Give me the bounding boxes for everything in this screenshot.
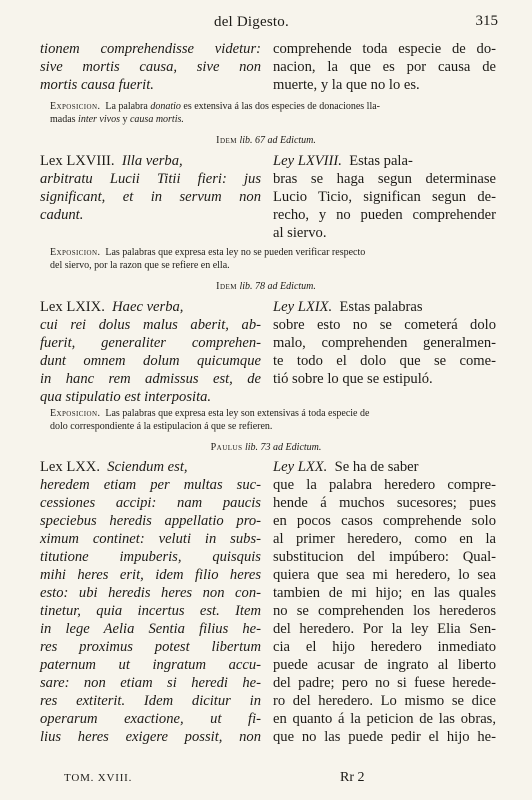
section-heading (0, 442, 532, 453)
section-author: Paulus (210, 442, 243, 453)
running-title: del Digesto. (214, 14, 289, 30)
spanish-column (273, 458, 496, 746)
latin-line: Sciendum est, (107, 459, 188, 475)
spanish-line: Se ha de saber (334, 459, 419, 475)
section-author: Idem (216, 281, 237, 292)
latin-line: ximum continet: veluti in subs- (40, 531, 261, 547)
spanish-line: tambien de mi hijo; en las quales (273, 585, 496, 601)
spanish-column (273, 152, 496, 242)
latin-column (40, 152, 261, 242)
latin-line: qua stipulatio est interposita. (40, 389, 212, 405)
spanish-line: al siervo. (273, 225, 327, 241)
section-reference: lib. 78 ad Edictum. (239, 281, 316, 292)
latin-line: titutione impuberis, quisquis (40, 549, 261, 565)
latin-line: cui rei dolus malus aberit, ab- (40, 317, 261, 333)
spanish-line: tió sobre lo que se estipuló. (273, 371, 433, 387)
spanish-line: que no las puede pedir el hijo he- (273, 729, 496, 745)
spanish-line: cia el hijo heredero inmediato (273, 639, 496, 655)
text-block-continuation (40, 40, 496, 94)
section-heading (0, 281, 532, 292)
latin-line: heredem etiam per multas suc- (40, 477, 261, 493)
latin-line: speciebus heredis appellatio pro- (40, 513, 261, 529)
note-text: es extensiva á las dos especies de donaciones lla- (180, 101, 381, 112)
latin-column (40, 40, 261, 94)
latin-line: esto: ubi heredis heres non con- (40, 585, 261, 601)
signature-mark: Rr 2 (340, 770, 365, 785)
note-text: y (119, 114, 130, 125)
spanish-column (273, 298, 496, 406)
latin-line: sive mortis causa, sive non (40, 59, 261, 75)
law-lxviii (40, 152, 496, 242)
latin-line: in lege Aelia Sentia filius he- (40, 621, 261, 637)
latin-line: dunt omnem dolum quicumque (40, 353, 261, 369)
spanish-line: comprehende toda especie de do- (273, 41, 496, 57)
spanish-line: recho, y no pueden comprehender (273, 207, 496, 223)
latin-line: res extiterit. Idem dicitur in (40, 693, 261, 709)
exposicion-note (50, 407, 490, 433)
spanish-line: que la palabra heredero compre- (273, 477, 496, 493)
spanish-line: te todo el dolo que se come- (273, 353, 496, 369)
latin-column (40, 298, 261, 406)
spanish-line: bras se haga segun determinase (273, 171, 496, 187)
spanish-line: no se comprehenden los herederos (273, 603, 496, 619)
law-lxix (40, 298, 496, 406)
latin-line: Haec verba, (112, 299, 184, 315)
section-author: Idem (216, 135, 237, 146)
spanish-line: Lucio Ticio, significan segun de- (273, 189, 496, 205)
note-term: donatio (150, 101, 181, 112)
law-number: Ley LXIX. (273, 299, 333, 315)
page-footer (0, 772, 532, 790)
law-number: Lex LXVIII. (40, 153, 115, 169)
spanish-line: ro del heredero. Lo mismo se dice (273, 693, 496, 709)
spanish-line: muerte, y la que no lo es. (273, 77, 420, 93)
note-text: dolo correspondiente á la estipulacion á que se refieren. (50, 421, 273, 432)
section-reference: lib. 67 ad Edictum. (239, 135, 316, 146)
spanish-line: del heredero. Por la ley Elia Sen- (273, 621, 496, 637)
spanish-line: hende á muchos sucesores; pues (273, 495, 496, 511)
spanish-line: substitucion del impúbero: Qual- (273, 549, 496, 565)
law-number: Ley LXVIII. (273, 153, 342, 169)
spanish-line: Estas pala- (349, 153, 413, 169)
latin-column (40, 458, 261, 746)
latin-line: res proximus potest libertum (40, 639, 261, 655)
spanish-line: en pocos casos comprehende solo (273, 513, 496, 529)
spanish-line: al primer heredero, como en la (273, 531, 496, 547)
spanish-line: nacion, la que es por causa de (273, 59, 496, 75)
spanish-line: sobre esto no se cometerá dolo (273, 317, 496, 333)
note-term: inter vivos (78, 114, 120, 125)
note-text: del siervo, por la razon que se refiere en ella. (50, 260, 230, 271)
law-number: Lex LXIX. (40, 299, 105, 315)
latin-line: lius heres exigere possit, non (40, 729, 261, 745)
spanish-column (273, 40, 496, 94)
latin-line: Illa verba, (121, 153, 183, 169)
note-text: madas (50, 114, 79, 125)
law-number: Lex LXX. (40, 459, 100, 475)
note-text: Las palabras que expresa esta ley no se pueden verificar respecto (105, 247, 366, 258)
spanish-line: en quanto á la peticion de las obras, (273, 711, 496, 727)
note-term: causa mortis. (129, 114, 184, 125)
law-number: Ley LXX. (273, 459, 328, 475)
latin-line: in hanc rem admissus est, de (40, 371, 261, 387)
exposicion-note (50, 100, 490, 126)
note-text: La palabra (105, 101, 151, 112)
running-header (0, 10, 532, 34)
exposicion-label: Exposicion. (50, 247, 101, 258)
latin-line: operarum exactione, ut fi- (40, 711, 261, 727)
latin-line: sare: non etiam si heredi he- (40, 675, 261, 691)
law-lxx (40, 458, 496, 746)
spanish-line: Estas palabras (339, 299, 423, 315)
spanish-line: quiera que sea mi heredero, lo sea (273, 567, 496, 583)
latin-line: tinetur, quia incertus est. Item (40, 603, 261, 619)
section-reference: lib. 73 ad Edictum. (245, 442, 322, 453)
page-number: 315 (475, 13, 498, 29)
exposicion-note (50, 246, 490, 272)
spanish-line: puede acusar de ingrato al liberto (273, 657, 496, 673)
latin-line: paternum ut ingratum accu- (40, 657, 261, 673)
latin-line: tionem comprehendisse videtur: (40, 41, 261, 57)
latin-line: mihi heres erit, idem filio heres (40, 567, 261, 583)
latin-line: fuerit, generaliter comprehen- (40, 335, 261, 351)
section-heading (0, 135, 532, 146)
latin-line: significant, et in servum non (40, 189, 261, 205)
latin-line: cadunt. (40, 207, 84, 223)
exposicion-label: Exposicion. (50, 101, 101, 112)
volume-label: TOM. XVIII. (64, 772, 133, 784)
latin-line: mortis causa fuerit. (40, 77, 154, 93)
latin-line: cessiones accipi: nam paucis (40, 495, 261, 511)
latin-line: arbitratu Lucii Titii fieri: jus (40, 171, 261, 187)
spanish-line: malo, comprehenden generalmen- (273, 335, 496, 351)
exposicion-label: Exposicion. (50, 408, 101, 419)
spanish-line: del padre; pero no si fuese herede- (273, 675, 496, 691)
note-text: Las palabras que expresa esta ley son extensivas á toda especie de (105, 408, 370, 419)
